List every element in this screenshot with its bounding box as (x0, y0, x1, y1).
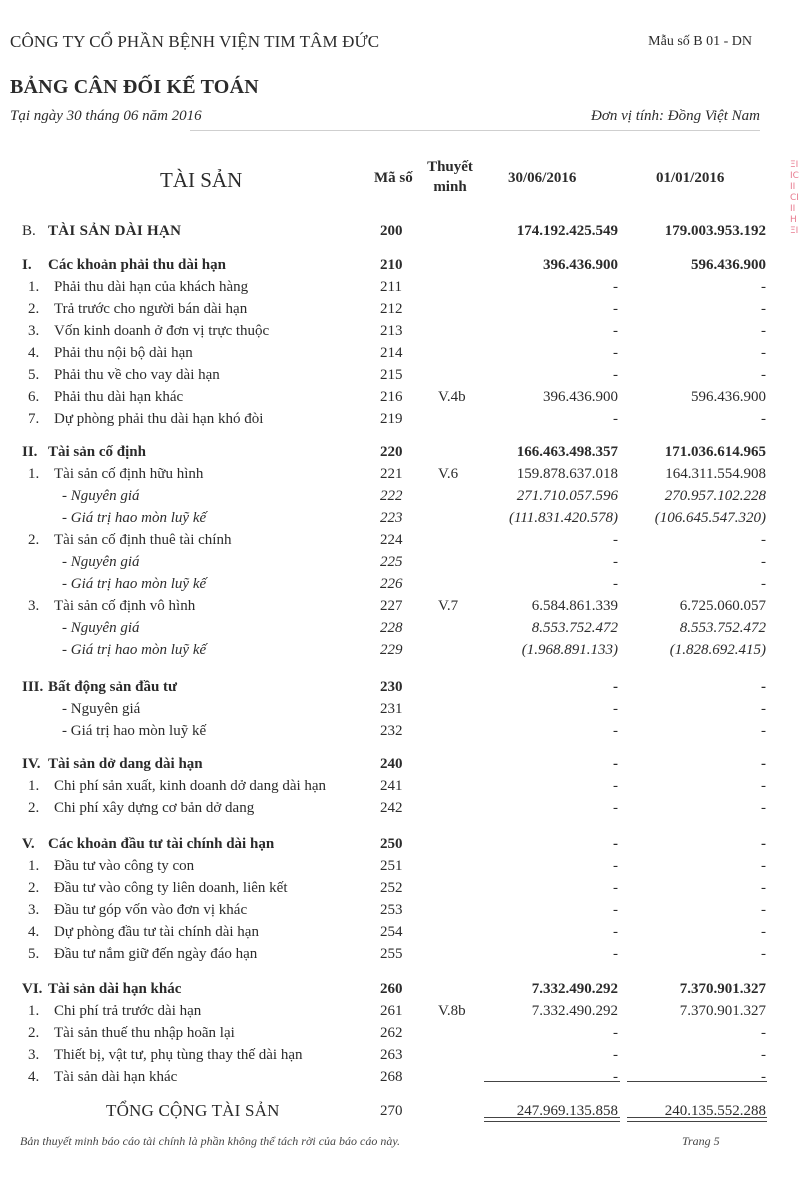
value-period-end: - (613, 1025, 618, 1041)
row-code: 213 (380, 323, 403, 339)
value-period-start: - (761, 701, 766, 717)
row-label: Tài sản cố định (48, 444, 146, 460)
section-row (0, 833, 800, 855)
table-row (0, 921, 800, 943)
value-period-start: - (761, 345, 766, 361)
column-header-note: Thuyết minh (427, 159, 473, 195)
value-period-start: - (761, 756, 766, 772)
value-period-start: - (761, 301, 766, 317)
table-row (0, 775, 800, 797)
row-label: Đầu tư góp vốn vào đơn vị khác (54, 902, 248, 918)
value-period-end: - (613, 701, 618, 717)
value-period-start: 596.436.900 (691, 389, 766, 405)
row-code: 220 (380, 444, 403, 460)
row-code: 222 (380, 488, 403, 504)
section-row (0, 441, 800, 463)
row-label: Phải thu về cho vay dài hạn (54, 367, 220, 383)
row-number: V. (22, 836, 35, 852)
row-label: - Giá trị hao mòn luỹ kế (62, 642, 207, 658)
value-period-end: - (613, 800, 618, 816)
value-period-start: - (761, 1069, 766, 1085)
column-header-period-start: 01/01/2016 (656, 170, 725, 186)
row-number: IV. (22, 756, 41, 772)
row-code: 219 (380, 411, 403, 427)
row-label: Phải thu dài hạn của khách hàng (54, 279, 249, 295)
value-period-start: - (761, 279, 766, 295)
row-code: 263 (380, 1047, 403, 1063)
value-period-start: - (761, 836, 766, 852)
row-number: 3. (28, 902, 40, 918)
section-row (0, 753, 800, 775)
table-row (0, 855, 800, 877)
value-period-start: - (761, 323, 766, 339)
row-code: 226 (380, 576, 403, 592)
row-label: Tài sản dở dang dài hạn (48, 756, 203, 772)
value-period-end: - (613, 924, 618, 940)
column-header-period-end: 30/06/2016 (508, 170, 577, 186)
row-label: TÀI SẢN DÀI HẠN (48, 223, 182, 239)
row-number: 1. (28, 778, 40, 794)
row-number: VI. (22, 981, 43, 997)
row-code: 212 (380, 301, 403, 317)
value-period-end: - (613, 902, 618, 918)
row-number: 1. (28, 858, 40, 874)
section-row (0, 676, 800, 698)
value-period-start: - (761, 800, 766, 816)
value-period-start: - (761, 902, 766, 918)
row-label: Bất động sản đầu tư (48, 679, 178, 695)
value-period-end: 6.584.861.339 (531, 598, 618, 614)
row-note: V.6 (438, 466, 459, 482)
document-title: BẢNG CÂN ĐỐI KẾ TOÁN (10, 76, 259, 98)
row-label: Đầu tư vào công ty liên doanh, liên kết (54, 880, 288, 896)
row-number: 4. (28, 924, 40, 940)
row-number: 5. (28, 946, 40, 962)
row-label: Dự phòng đầu tư tài chính dài hạn (54, 924, 259, 940)
row-label: - Giá trị hao mòn luỹ kế (62, 723, 207, 739)
subtotal-rule-period-start (627, 1081, 767, 1082)
row-label: Đầu tư vào công ty con (54, 858, 195, 874)
row-code: 252 (380, 880, 403, 896)
value-period-end: 247.969.135.858 (516, 1103, 618, 1119)
row-code: 240 (380, 756, 403, 772)
table-row (0, 1022, 800, 1044)
table-row (0, 720, 800, 742)
company-name: CÔNG TY CỔ PHẦN BỆNH VIỆN TIM TÂM ĐỨC (10, 32, 380, 51)
row-code: 210 (380, 257, 403, 273)
row-code: 216 (380, 389, 403, 405)
row-code: 261 (380, 1003, 403, 1019)
section-row (0, 254, 800, 276)
row-label: - Nguyên giá (62, 488, 140, 504)
value-period-end: - (613, 756, 618, 772)
row-label: Trả trước cho người bán dài hạn (54, 301, 248, 317)
value-period-start: - (761, 554, 766, 570)
table-row (0, 595, 800, 617)
value-period-end: - (613, 723, 618, 739)
row-label: TỔNG CỘNG TÀI SẢN (106, 1101, 280, 1120)
row-label: Đầu tư nắm giữ đến ngày đáo hạn (54, 946, 258, 962)
table-row (0, 298, 800, 320)
value-period-end: - (613, 554, 618, 570)
row-label: Tài sản thuế thu nhập hoãn lại (54, 1025, 235, 1041)
table-row (0, 507, 800, 529)
row-number: II. (22, 444, 38, 460)
table-row (0, 797, 800, 819)
table-row (0, 617, 800, 639)
row-code: 214 (380, 345, 403, 361)
row-code: 211 (380, 279, 402, 295)
row-label: Các khoản phải thu dài hạn (48, 257, 226, 273)
row-code: 215 (380, 367, 403, 383)
row-label: - Giá trị hao mòn luỹ kế (62, 576, 207, 592)
value-period-end: - (613, 946, 618, 962)
table-row (0, 899, 800, 921)
row-number: 1. (28, 466, 40, 482)
footer-note: Bản thuyết minh báo cáo tài chính là phần không thể tách rời của báo cáo này. (20, 1134, 401, 1148)
row-number: 1. (28, 279, 40, 295)
value-period-start: - (761, 924, 766, 940)
row-code: 270 (380, 1103, 403, 1119)
section-row (0, 978, 800, 1000)
row-code: 254 (380, 924, 403, 940)
row-label: Các khoản đầu tư tài chính dài hạn (48, 836, 275, 852)
table-row (0, 877, 800, 899)
table-row (0, 276, 800, 298)
table-row (0, 1000, 800, 1022)
value-period-start: 596.436.900 (691, 257, 766, 273)
row-note: V.4b (438, 389, 466, 405)
row-code: 228 (380, 620, 403, 636)
row-code: 268 (380, 1069, 403, 1085)
row-code: 262 (380, 1025, 403, 1041)
value-period-end: 166.463.498.357 (516, 444, 618, 460)
table-row (0, 1066, 800, 1088)
row-code: 223 (380, 510, 403, 526)
value-period-end: - (613, 301, 618, 317)
row-number: III. (22, 679, 44, 695)
row-label: Phải thu nội bộ dài hạn (54, 345, 193, 361)
row-number: 2. (28, 1025, 40, 1041)
row-number: 7. (28, 411, 40, 427)
table-row (0, 342, 800, 364)
value-period-start: 240.135.552.288 (664, 1103, 766, 1119)
row-label: Tài sản dài hạn khác (54, 1069, 178, 1085)
value-period-start: - (761, 576, 766, 592)
value-period-end: 271.710.057.596 (516, 488, 618, 504)
row-label: Tài sản dài hạn khác (48, 981, 182, 997)
row-label: Vốn kinh doanh ở đơn vị trực thuộc (54, 323, 270, 339)
row-label: - Nguyên giá (62, 554, 140, 570)
value-period-start: 270.957.102.228 (664, 488, 766, 504)
row-code: 227 (380, 598, 403, 614)
value-period-start: 8.553.752.472 (679, 620, 766, 636)
row-code: 224 (380, 532, 403, 548)
table-row (0, 639, 800, 661)
table-row (0, 551, 800, 573)
row-code: 232 (380, 723, 403, 739)
row-label: Tài sản cố định vô hình (54, 598, 196, 614)
value-period-end: - (613, 679, 618, 695)
value-period-end: - (613, 323, 618, 339)
table-row (0, 529, 800, 551)
row-code: 241 (380, 778, 403, 794)
row-note: V.7 (438, 598, 459, 614)
value-period-start: 7.370.901.327 (679, 981, 766, 997)
row-number: 4. (28, 345, 40, 361)
value-period-start: - (761, 679, 766, 695)
value-period-start: - (761, 778, 766, 794)
table-row (0, 364, 800, 386)
value-period-end: 159.878.637.018 (516, 466, 618, 482)
value-period-end: - (613, 778, 618, 794)
row-code: 221 (380, 466, 403, 482)
row-number: 2. (28, 301, 40, 317)
value-period-end: - (613, 345, 618, 361)
value-period-start: (1.828.692.415) (669, 642, 766, 658)
row-label: Tài sản cố định hữu hình (54, 466, 204, 482)
row-note: V.8b (438, 1003, 466, 1019)
section-row (0, 220, 800, 242)
row-label: Chi phí sản xuất, kinh doanh dở dang dài hạn (54, 778, 327, 794)
row-number: 1. (28, 1003, 40, 1019)
value-period-start: (106.645.547.320) (654, 510, 766, 526)
row-number: 3. (28, 323, 40, 339)
table-row (0, 1044, 800, 1066)
form-number: Mẫu số B 01 - DN (648, 34, 752, 49)
value-period-end: - (613, 858, 618, 874)
row-number: 3. (28, 598, 40, 614)
row-number: 4. (28, 1069, 40, 1085)
total-double-rule-period-start (627, 1117, 767, 1122)
value-period-end: - (613, 576, 618, 592)
value-period-end: (111.831.420.578) (508, 510, 618, 526)
value-period-end: - (613, 880, 618, 896)
row-number: 6. (28, 389, 40, 405)
column-header-code: Mã số (374, 170, 413, 186)
value-period-start: - (761, 411, 766, 427)
table-row (0, 943, 800, 965)
row-label: Phải thu dài hạn khác (54, 389, 184, 405)
value-period-end: - (613, 411, 618, 427)
value-period-start: - (761, 532, 766, 548)
page-number: Trang 5 (682, 1134, 720, 1148)
value-period-start: - (761, 723, 766, 739)
row-number: B. (22, 223, 36, 239)
row-code: 250 (380, 836, 403, 852)
row-label: Thiết bị, vật tư, phụ tùng thay thế dài hạn (54, 1047, 303, 1063)
table-row (0, 463, 800, 485)
value-period-start: 164.311.554.908 (665, 466, 766, 482)
value-period-end: 7.332.490.292 (531, 1003, 618, 1019)
value-period-end: 396.436.900 (543, 389, 618, 405)
row-label: Chi phí trả trước dài hạn (54, 1003, 202, 1019)
value-period-end: 7.332.490.292 (531, 981, 618, 997)
row-code: 260 (380, 981, 403, 997)
row-number: 5. (28, 367, 40, 383)
table-row (0, 573, 800, 595)
row-code: 231 (380, 701, 403, 717)
value-period-start: - (761, 367, 766, 383)
row-number: 2. (28, 800, 40, 816)
value-period-end: (1.968.891.133) (521, 642, 618, 658)
value-period-end: 174.192.425.549 (516, 223, 618, 239)
row-code: 200 (380, 223, 403, 239)
value-period-end: - (613, 532, 618, 548)
value-period-start: - (761, 946, 766, 962)
value-period-start: - (761, 858, 766, 874)
currency-unit: Đơn vị tính: Đồng Việt Nam (591, 108, 760, 124)
value-period-start: 171.036.614.965 (664, 444, 766, 460)
row-number: 2. (28, 532, 40, 548)
value-period-end: - (613, 1069, 618, 1085)
value-period-start: - (761, 880, 766, 896)
row-label: Dự phòng phải thu dài hạn khó đòi (54, 411, 264, 427)
row-number: 3. (28, 1047, 40, 1063)
row-code: 229 (380, 642, 403, 658)
table-row (0, 698, 800, 720)
row-label: - Giá trị hao mòn luỹ kế (62, 510, 207, 526)
row-code: 251 (380, 858, 403, 874)
value-period-end: - (613, 279, 618, 295)
row-label: - Nguyên giá (62, 701, 141, 717)
row-label: Chi phí xây dựng cơ bản dở dang (54, 800, 255, 816)
value-period-start: - (761, 1047, 766, 1063)
row-number: I. (22, 257, 32, 273)
row-label: - Nguyên giá (62, 620, 140, 636)
partial-red-stamp: ΞΙ ΙCΙΙCΙΙΙΗ ΞΙ (790, 160, 799, 236)
table-row (0, 408, 800, 430)
row-code: 225 (380, 554, 403, 570)
subtotal-rule-period-end (484, 1081, 620, 1082)
row-code: 255 (380, 946, 403, 962)
value-period-start: 6.725.060.057 (679, 598, 766, 614)
value-period-start: 179.003.953.192 (664, 223, 766, 239)
table-row (0, 320, 800, 342)
value-period-end: - (613, 1047, 618, 1063)
row-code: 242 (380, 800, 403, 816)
row-number: 2. (28, 880, 40, 896)
value-period-start: - (761, 1025, 766, 1041)
row-code: 230 (380, 679, 403, 695)
column-header-assets: TÀI SẢN (160, 168, 243, 192)
row-code: 253 (380, 902, 403, 918)
report-date: Tại ngày 30 tháng 06 năm 2016 (10, 108, 202, 124)
value-period-end: 8.553.752.472 (531, 620, 618, 636)
table-row (0, 386, 800, 408)
row-label: Tài sản cố định thuê tài chính (54, 532, 232, 548)
table-row (0, 485, 800, 507)
value-period-end: - (613, 367, 618, 383)
value-period-end: 396.436.900 (543, 257, 618, 273)
value-period-start: 7.370.901.327 (679, 1003, 766, 1019)
total-double-rule-period-end (484, 1117, 620, 1122)
value-period-end: - (613, 836, 618, 852)
